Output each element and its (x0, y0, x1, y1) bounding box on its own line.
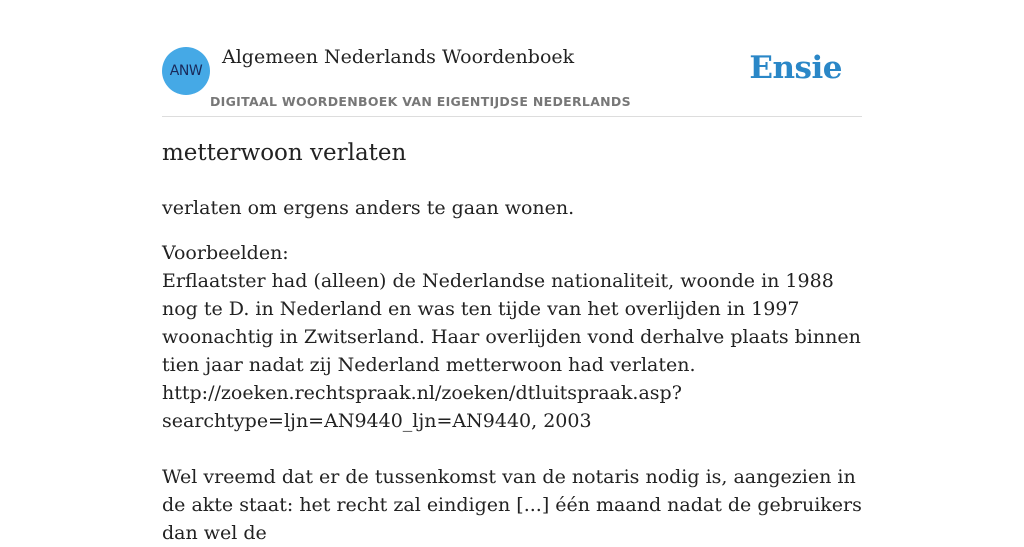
examples-section (162, 239, 867, 547)
spacer (162, 435, 867, 463)
entry-headword: metterwoon verlaten (162, 140, 407, 166)
page (162, 0, 862, 544)
example-source-ref: searchtype=ljn=AN9440_ljn=AN9440, 2003 (162, 410, 592, 432)
anw-logo[interactable]: ANW (162, 47, 210, 95)
example-source-url: http://zoeken.rechtspraak.nl/zoeken/dtluitspraak.asp? (162, 382, 682, 404)
dictionary-subtitle: DIGITAAL WOORDENBOEK VAN EIGENTIJDSE NEDERLANDS (210, 94, 631, 109)
example-text: Erflaatster had (alleen) de Nederlandse nationaliteit, woonde in 1988 nog te D. in Nederland en was ten tijde van het overlijden in 1997 woonachtig in Zwitserland. Haar overlijden vond derhalve plaats binnen tien jaar nadat zij Nederland metterwoon had verlaten. (162, 270, 861, 376)
ensie-logo[interactable]: Ensie (749, 50, 842, 86)
example-text: Wel vreemd dat er de tussenkomst van de notaris nodig is, aangezien in de akte staat: het recht zal eindigen [...] één maand nadat de gebruikers dan wel de (162, 466, 862, 544)
examples-label: Voorbeelden: (162, 242, 289, 264)
dictionary-title[interactable]: Algemeen Nederlands Woordenboek (222, 46, 575, 68)
site-header (162, 0, 862, 117)
entry-definition: verlaten om ergens anders te gaan wonen. (162, 197, 575, 219)
